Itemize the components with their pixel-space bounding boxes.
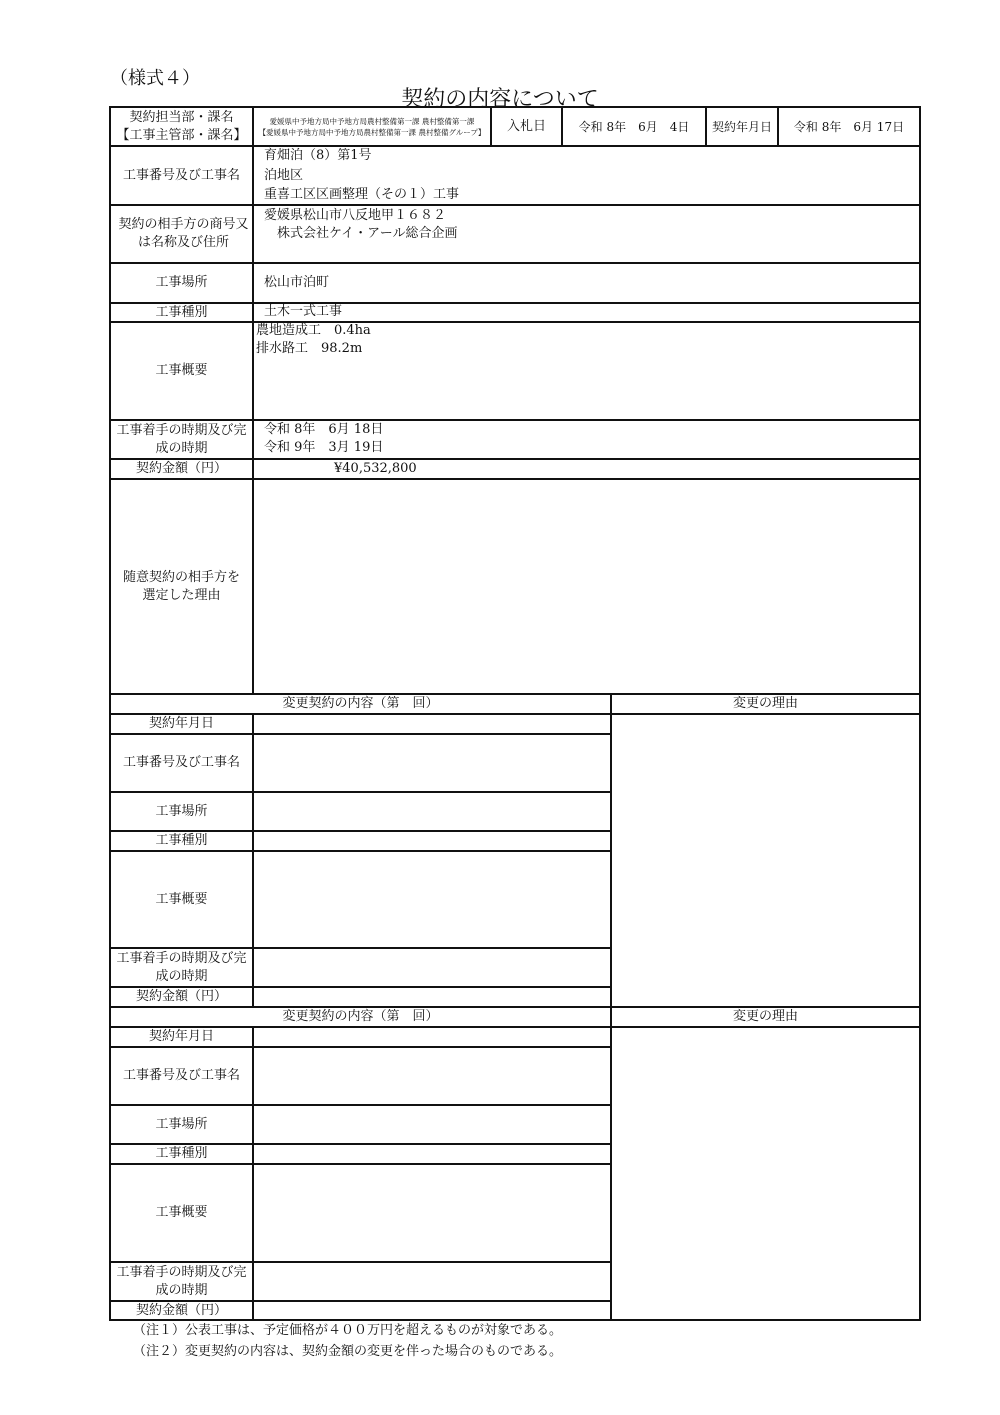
contract-date-label: 契約年月日 <box>711 119 772 134</box>
change-1-period-label: 工事着手の時期及び完成の時期 <box>116 950 247 984</box>
change-2-reason-header: 変更の理由 <box>732 1009 798 1024</box>
dept-label-line-1: 契約担当部・課名 <box>129 109 234 125</box>
party-name: 株式会社ケイ・アール総合企画 <box>264 226 458 241</box>
change-2-amount-label: 契約金額（円） <box>135 1302 227 1318</box>
amount-label: 契約金額（円） <box>135 461 227 476</box>
note-2: （注２）変更契約の内容は、契約金額の変更を伴った場合のものである。 <box>133 1344 563 1359</box>
dept-label-line-2: 【工事主管部・課名】 <box>116 127 247 143</box>
party-label: 契約の相手方の商号又は名称及び住所 <box>118 217 249 250</box>
place-value: 松山市泊町 <box>264 275 330 290</box>
change-1-contract-date-label: 契約年月日 <box>148 716 214 731</box>
party-address: 愛媛県松山市八反地甲１６８２ <box>264 208 447 223</box>
change-1-amount-label: 契約金額（円） <box>135 989 227 1004</box>
change-1-place-label: 工事場所 <box>155 803 208 819</box>
change-2-header: 変更契約の内容（第 回） <box>282 1009 439 1024</box>
dept-value-line-2: 【愛媛県中予地方局中予地方局農村整備第一課 農村整備グループ】 <box>258 127 486 137</box>
change-2-summary-label: 工事概要 <box>155 1205 208 1220</box>
dept-label <box>111 108 252 145</box>
change-1-work-no-label: 工事番号及び工事名 <box>122 755 240 770</box>
work-no-label: 工事番号及び工事名 <box>122 167 240 183</box>
period-end: 令和 9年 3月 19日 <box>264 440 384 455</box>
change-2-work-no-label: 工事番号及び工事名 <box>122 1068 240 1083</box>
period-start: 令和 8年 6月 18日 <box>264 422 384 437</box>
change-2-contract-date-label: 契約年月日 <box>148 1029 214 1044</box>
amount-value: ¥40,532,800 <box>334 461 417 476</box>
bid-date-label: 入札日 <box>506 118 546 134</box>
work-no-line-3: 重喜工区区画整理（その１）工事 <box>264 187 460 202</box>
reason-label: 随意契約の相手方を選定した理由 <box>122 569 240 603</box>
bid-date-value: 令和 8年 6月 4日 <box>578 119 690 134</box>
dept-value <box>254 108 490 145</box>
contract-date-value: 令和 8年 6月 17日 <box>793 119 905 134</box>
change-1-type-label: 工事種別 <box>155 833 208 848</box>
change-1-header: 変更契約の内容（第 回） <box>282 696 439 711</box>
form-number: （様式４） <box>110 68 200 89</box>
work-no-line-1: 育畑泊（8）第1号 <box>264 148 372 163</box>
place-label: 工事場所 <box>155 275 208 290</box>
work-no-line-2: 泊地区 <box>264 168 304 183</box>
summary-label: 工事概要 <box>155 363 208 378</box>
type-label: 工事種別 <box>155 304 208 320</box>
change-2-place-label: 工事場所 <box>155 1116 208 1132</box>
change-2-period-label: 工事着手の時期及び完成の時期 <box>116 1264 247 1298</box>
change-1-summary-label: 工事概要 <box>155 891 208 907</box>
change-1-reason-header: 変更の理由 <box>732 696 798 711</box>
summary-line-1: 農地造成工 0.4ha <box>256 323 371 338</box>
dept-value-line-1: 愛媛県中予地方局中予地方局農村整備第一課 農村整備第一課 <box>269 116 475 126</box>
summary-line-2: 排水路工 98.2m <box>256 341 363 356</box>
note-1: （注１）公表工事は、予定価格が４００万円を超えるものが対象である。 <box>133 1323 563 1338</box>
page-title: 契約の内容について <box>401 87 599 112</box>
change-2-type-label: 工事種別 <box>155 1146 208 1161</box>
type-value: 土木一式工事 <box>264 304 343 319</box>
period-label: 工事着手の時期及び完成の時期 <box>116 422 247 456</box>
